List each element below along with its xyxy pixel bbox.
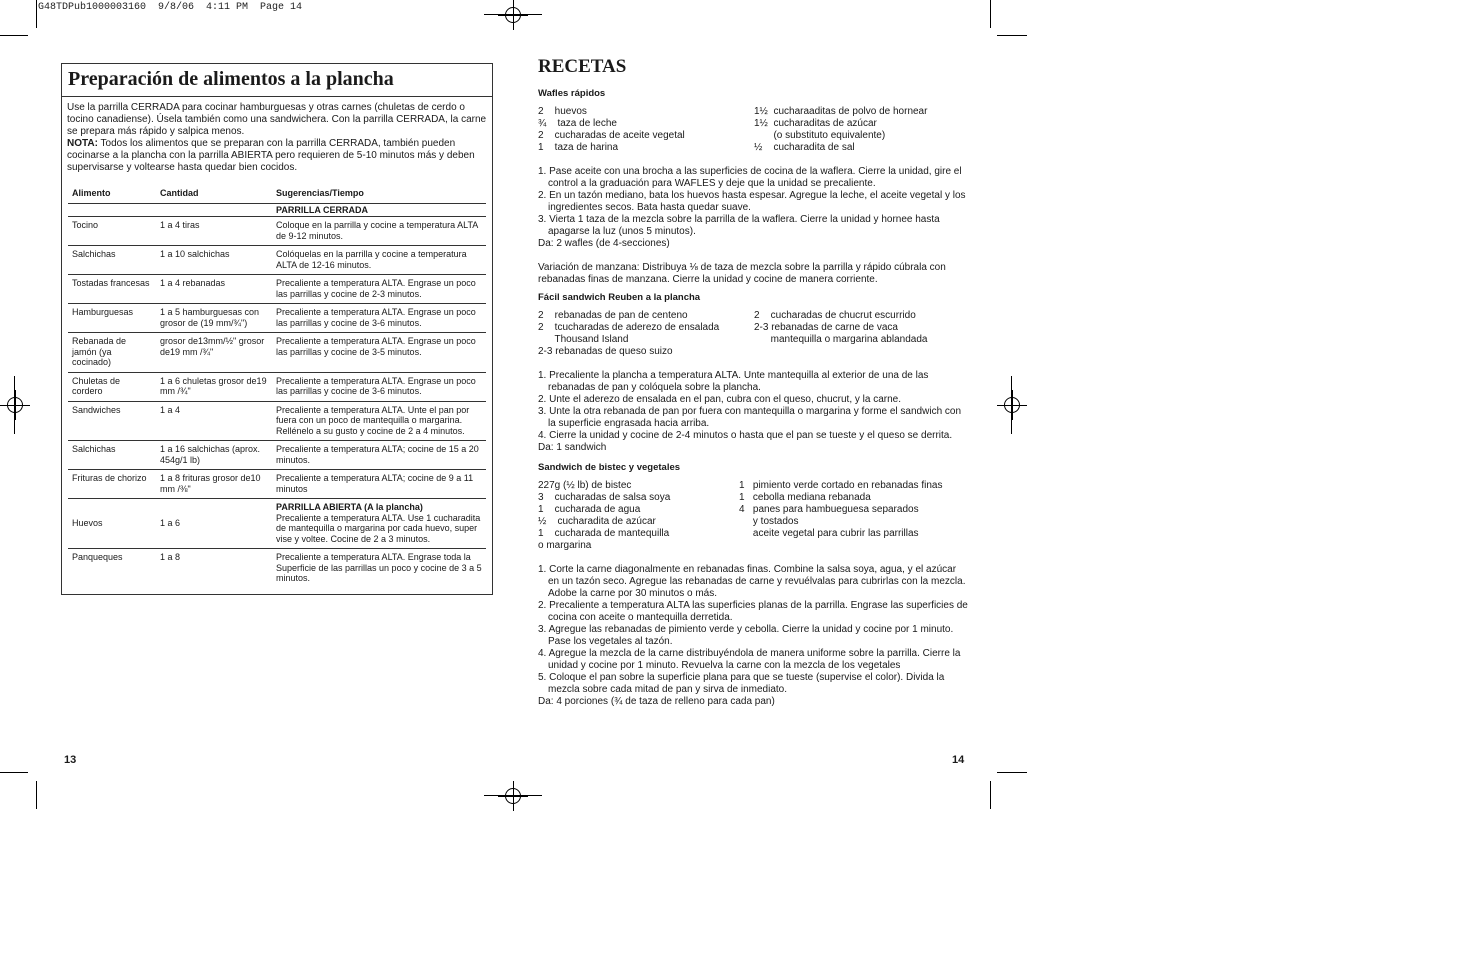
ingredient-column	[538, 310, 754, 358]
food-cell: Huevos	[68, 499, 156, 549]
quantity-cell: 1 a 6	[156, 499, 272, 549]
recipe-yield: Da: 4 porciones (¾ de taza de relleno para cada pan)	[538, 696, 775, 707]
recipe-step: 4. Agregue la mezcla de la carne distribuyéndola de manera uniforme sobre la parrilla. Cierre la unidad y cocine por 1 minuto. Revuelva la carne con la mezcla de los vegetales	[538, 648, 961, 671]
recipes-title: RECETAS	[538, 56, 627, 77]
tip-cell: Colóquelas en la parrilla y cocine a temperatura ALTA de 12-16 minutos.	[272, 246, 486, 275]
ingredient-column	[739, 480, 942, 552]
quantity-cell: 1 a 8	[160, 552, 181, 562]
ingredient-column	[538, 480, 739, 552]
ingredient-line: 1½ cucharaaditas de polvo de hornear	[754, 106, 928, 117]
crop-mark	[990, 781, 991, 809]
recipe-step: 4. Cierre la unidad y cocine de 2-4 minutos o hasta que el pan se tueste y el queso se derrita.	[538, 430, 953, 441]
ingredient-line: 1½ cucharaditas de azúcar	[754, 118, 877, 129]
ingredient-line: 2-3 rebanadas de queso suizo	[538, 346, 673, 357]
ingredient-line: 2 cucharadas de chucrut escurrido	[754, 310, 916, 321]
ingredient-column	[754, 106, 927, 154]
food-cell: Panqueques	[72, 552, 123, 562]
quantity-cell: 1 a 16 salchichas (aprox. 454g/1 lb)	[156, 441, 272, 470]
quantity-cell: 1 a 4	[156, 401, 272, 441]
tip-cell: Coloque en la parrilla y cocine a temperatura ALTA de 9-12 minutos.	[272, 217, 486, 246]
column-header: Sugerencias/Tiempo	[272, 187, 486, 203]
registration-mark	[505, 788, 521, 804]
tip-cell: Precaliente a temperatura ALTA. Engrase toda la Superficie de las parrillas un poco y cocine de 3 a 5 minutos.	[276, 552, 482, 583]
ingredient-line: y tostados	[739, 516, 799, 527]
recipe-yield: Da: 1 sandwich	[538, 442, 607, 453]
page-number: 13	[64, 754, 77, 766]
ingredient-line: 1 taza de harina	[538, 142, 619, 153]
grilling-guide-box	[61, 63, 493, 595]
page-number: 14	[952, 754, 965, 766]
recipe-step: 2. En un tazón mediano, bata los huevos hasta espesar. Agregue la leche, el aceite vegetal y los ingredientes secos. Bata hasta quedar suave.	[538, 190, 966, 213]
ingredients	[538, 310, 968, 358]
food-cell: Chuletas de cordero	[68, 372, 156, 401]
table-row	[68, 499, 486, 549]
section-row	[68, 203, 486, 217]
section-label: PARRILLA CERRADA	[272, 203, 486, 217]
recipe-step: 2. Precaliente a temperatura ALTA las superficies planas de la parrilla. Engrase las superficies de cocina con aceite o mantequilla derretida.	[538, 600, 968, 623]
ingredient-line: 2 rebanadas de pan de centeno	[538, 310, 688, 321]
table-row	[68, 401, 486, 441]
ingredient-line: ¾ taza de leche	[538, 118, 617, 129]
ingredient-line: 1 cebolla mediana rebanada	[739, 492, 871, 503]
recipe-step: 1. Pase aceite con una brocha a las superficies de cocina de la waflera. Cierre la unidad, gire el control a la graduación para WAFLES y deje que la unidad se precaliente.	[538, 166, 962, 189]
crop-mark	[0, 35, 28, 36]
recipes-section	[538, 56, 968, 708]
tip-cell: Precaliente a temperatura ALTA. Engrase un poco las parrillas y cocine de 2-3 minutos.	[272, 275, 486, 304]
note-text: Todos los alimentos que se preparan con la parrilla CERRADA, también pueden cocinarse a la plancha con la parrilla ABIERTA pero requieren de 5-10 minutos más y deben supervisarse y voltearse hasta quedar bien cocidos.	[67, 138, 475, 173]
ingredient-line: 227g (½ lb) de bistec	[538, 480, 632, 491]
section-title: Preparación de alimentos a la plancha	[62, 64, 492, 97]
crop-mark	[36, 0, 37, 28]
tip-cell: Precaliente a temperatura ALTA; cocine de 15 a 20 minutos.	[272, 441, 486, 470]
recipe-variation: Variación de manzana: Distribuya ⅛ de taza de mezcla sobre la parrilla y rápido cúbrala con rebanadas finas de manzana. Cierre la unidad y cocine de manera corriente.	[538, 262, 946, 285]
quantity-cell: 1 a 8 frituras grosor de10 mm /⅜"	[156, 470, 272, 499]
tip-cell: Precaliente a temperatura ALTA; cocine de 9 a 11 minutos	[272, 470, 486, 499]
registration-line	[484, 14, 542, 15]
quantity-cell: 1 a 4 tiras	[156, 217, 272, 246]
ingredient-line: 1 pimiento verde cortado en rebanadas finas	[739, 480, 943, 491]
ingredient-line: 2 tcucharadas de aderezo de ensalada	[538, 322, 720, 333]
table-header-row	[68, 187, 486, 203]
intro-text	[62, 97, 492, 174]
crop-mark	[990, 0, 991, 28]
ingredient-line: ½ cucharadita de sal	[754, 142, 855, 153]
quantity-cell: 1 a 4 rebanadas	[156, 275, 272, 304]
recipe-step: 1. Precaliente la plancha a temperatura ALTA. Unte mantequilla al exterior de una de las rebanadas de pan y colóquela sobre la plancha.	[538, 370, 929, 393]
ingredients	[538, 480, 968, 552]
column-header: Alimento	[68, 187, 156, 203]
intro-paragraph: Use la parrilla CERRADA para cocinar hamburguesas y otras carnes (chuletas de cerdo o tocino canadiense). Úsela también como una sandwichera. Con la parrilla CERRADA, la carne se prepara más rápido y salpica menos.	[67, 102, 487, 137]
ingredient-column	[538, 106, 754, 154]
recipe-steps	[538, 370, 968, 442]
note-label: NOTA:	[67, 138, 98, 149]
ingredient-column	[754, 310, 927, 358]
ingredient-line: (o substituto equivalente)	[754, 130, 886, 141]
recipe-steps	[538, 166, 968, 238]
food-cell: Rebanada de jamón (ya cocinado)	[68, 333, 156, 373]
food-cell: Hamburguesas	[68, 304, 156, 333]
food-cell: Tocino	[68, 217, 156, 246]
quantity-cell: grosor de13mm/½" grosor de19 mm /¾"	[156, 333, 272, 373]
quantity-cell: 1 a 10 salchichas	[156, 246, 272, 275]
food-cell: Tostadas francesas	[68, 275, 156, 304]
ingredients	[538, 106, 968, 154]
ingredient-line: mantequilla o margarina ablandada	[754, 334, 928, 345]
ingredient-line: 2-3 rebanadas de carne de vaca	[754, 322, 898, 333]
table-row	[68, 275, 486, 304]
crop-mark	[997, 772, 1027, 773]
recipe-step: 2. Unte el aderezo de ensalada en el pan, cubra con el queso, chucrut, y la carne.	[538, 394, 902, 405]
tip-cell: Precaliente a temperatura ALTA. Engrase un poco las parrillas y cocine de 3-5 minutos.	[272, 333, 486, 373]
table-row	[68, 470, 486, 499]
quantity-cell: 1 a 6 chuletas grosor de19 mm /¾"	[156, 372, 272, 401]
food-cell: Frituras de chorizo	[68, 470, 156, 499]
section-label: PARRILLA ABIERTA (A la plancha)	[276, 502, 423, 512]
ingredient-line: 2 cucharadas de aceite vegetal	[538, 130, 685, 141]
table-row	[68, 549, 486, 588]
recipe-step: 3. Agregue las rebanadas de pimiento verde y cebolla. Cierre la unidad y cocine por 1 minuto. Pase los vegetales al tazón.	[538, 624, 954, 647]
ingredient-line: 2 huevos	[538, 106, 587, 117]
tip-cell: Precaliente a temperatura ALTA. Unte el pan por fuera con un poco de mantequilla o margarina. Rellénelo a su gusto y cocine de 2 a 4 minutos.	[272, 401, 486, 441]
tip-text: Precaliente a temperatura ALTA. Use 1 cucharadita de mantequilla o margarina por cada huevo, super vise y voltee. Cocine de 2 a 3 minutos.	[276, 512, 481, 544]
registration-line	[1011, 376, 1012, 434]
crop-mark	[0, 772, 28, 773]
tip-cell: Precaliente a temperatura ALTA. Engrase un poco las parrillas y cocine de 3-6 minutos.	[272, 304, 486, 333]
ingredient-line: 1 cucharada de agua	[538, 504, 641, 515]
food-cell: Salchichas	[68, 246, 156, 275]
recipe-title: Wafles rápidos	[538, 88, 606, 99]
tip-cell	[272, 499, 486, 549]
recipe-steps	[538, 564, 968, 696]
table-row	[68, 372, 486, 401]
quantity-cell: 1 a 5 hamburguesas con grosor de (19 mm/¾")	[156, 304, 272, 333]
ingredient-line: 1 cucharada de mantequilla	[538, 528, 670, 539]
recipe-step: 3. Vierta 1 taza de la mezcla sobre la parrilla de la waflera. Cierre la unidad y hornee hasta apagarse la luz (unos 5 minutos).	[538, 214, 940, 237]
ingredient-line: 4 panes para hambueguesa separados	[739, 504, 919, 515]
cooking-table	[68, 187, 486, 588]
registration-line	[14, 376, 15, 434]
table-row	[68, 441, 486, 470]
recipe-step: 1. Corte la carne diagonalmente en rebanadas finas. Combine la salsa soya, agua, y el azúcar en un tazón seco. Agregue las rebanadas de carne y revuélvalas para cubrirlas con la mezcla. Adobe la carne por 30 minutos o más.	[538, 564, 966, 599]
crop-mark	[36, 781, 37, 809]
ingredient-line: 3 cucharadas de salsa soya	[538, 492, 671, 503]
ingredient-line: Thousand Island	[538, 334, 629, 345]
recipe-title: Fácil sandwich Reuben a la plancha	[538, 292, 701, 303]
table-row	[68, 246, 486, 275]
food-cell: Sandwiches	[68, 401, 156, 441]
table-row	[68, 304, 486, 333]
ingredient-line: ½ cucharadita de azúcar	[538, 516, 656, 527]
tip-cell: Precaliente a temperatura ALTA. Engrase un poco las parrillas y cocine de 3-6 minutos.	[272, 372, 486, 401]
ingredient-line: o margarina	[538, 540, 592, 551]
registration-mark	[7, 397, 23, 413]
ingredient-line: aceite vegetal para cubrir las parrillas	[739, 528, 919, 539]
recipe-title: Sandwich de bistec y vegetales	[538, 462, 681, 473]
recipe-step: 3. Unte la otra rebanada de pan por fuera con mantequilla o margarina y forme el sandwich con la superficie engrasada hacia arriba.	[538, 406, 962, 429]
crop-mark	[997, 35, 1027, 36]
table-row	[68, 217, 486, 246]
recipe-step: 5. Coloque el pan sobre la superficie plana para que se tueste (supervise el color). Divida la mezcla sobre cada mitad de pan y sirva de inmediato.	[538, 672, 945, 695]
registration-mark	[505, 7, 521, 23]
food-cell: Salchichas	[68, 441, 156, 470]
column-header: Cantidad	[156, 187, 272, 203]
recipe-yield: Da: 2 wafles (de 4-secciones)	[538, 238, 670, 249]
print-slug: G48TDPub1000003160 9/8/06 4:11 PM Page 14	[38, 2, 303, 13]
registration-mark	[1004, 397, 1020, 413]
registration-line	[484, 795, 542, 796]
table-row	[68, 333, 486, 373]
